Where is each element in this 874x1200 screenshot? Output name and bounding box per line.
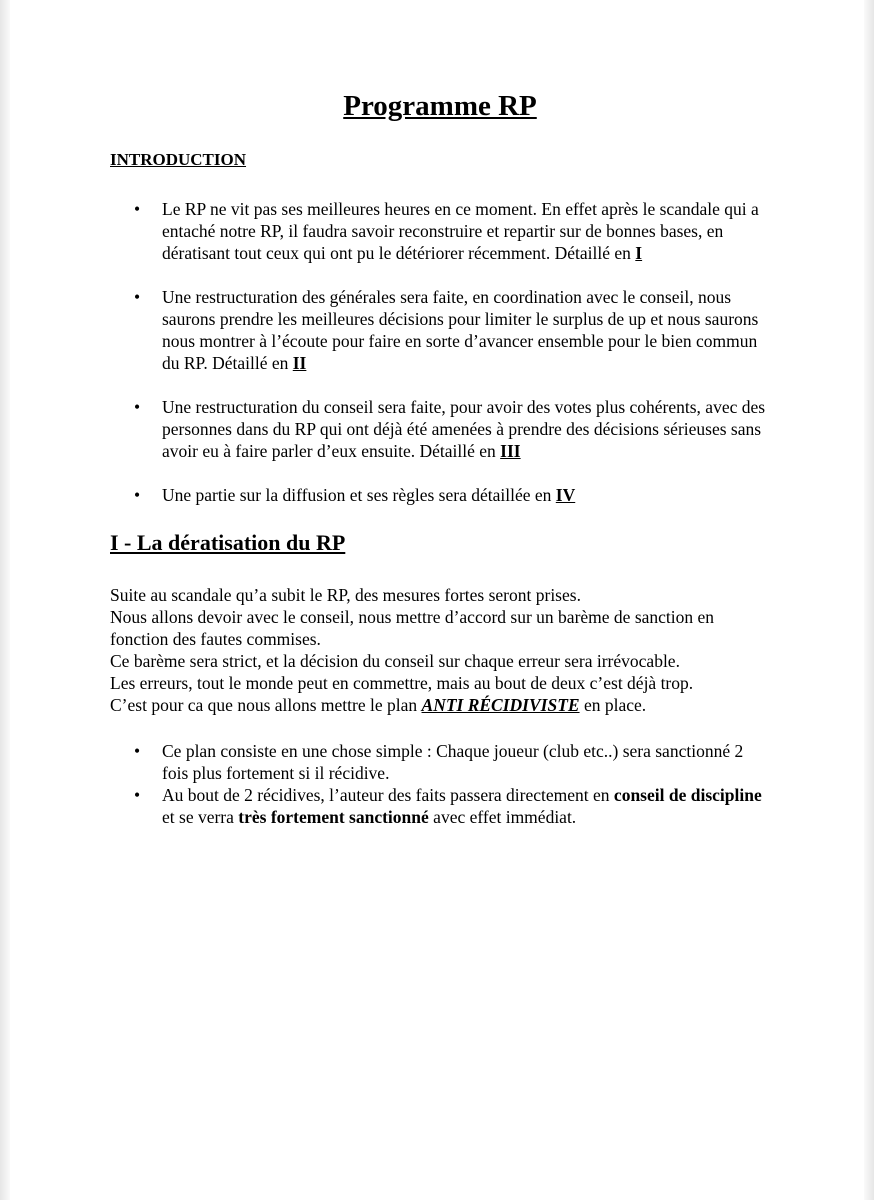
section-1-paragraph: Les erreurs, tout le monde peut en commettre, mais au bout de deux c’est déjà trop. <box>110 673 694 693</box>
introduction-item <box>110 484 770 506</box>
plan-list-item-text: et se verra <box>162 807 239 827</box>
bullet-icon: • <box>134 199 141 219</box>
introduction-item <box>110 198 770 264</box>
introduction-item-text: Une restructuration des générales sera faite, en coordination avec le conseil, nous saurons prendre les meilleures décisions pour limiter le surplus de up et nous saurons nous montrer à l’écoute pour faire en sorte d’avancer ensemble pour le bien commun du RP. Détaillé en <box>162 287 759 373</box>
bullet-icon: • <box>134 485 141 505</box>
section-1-heading: I - La dératisation du RP <box>110 530 346 555</box>
introduction-list <box>110 198 770 506</box>
introduction-item <box>110 396 770 462</box>
introduction-item <box>110 286 770 374</box>
section-reference: III <box>500 441 521 461</box>
plan-list-item-text: Ce plan consiste en une chose simple : Chaque joueur (club etc..) sera sanctionné 2 fois plus fortement si il récidive. <box>162 741 744 783</box>
bold-text: très fortement sanctionné <box>238 807 429 827</box>
plan-name: ANTI RÉCIDIVISTE <box>421 695 580 715</box>
plan-list-item <box>110 740 770 784</box>
bullet-icon: • <box>134 397 141 417</box>
plan-list-item <box>110 784 770 828</box>
section-1-body <box>110 584 770 716</box>
plan-list <box>110 740 770 828</box>
section-1-paragraph: Suite au scandale qu’a subit le RP, des mesures fortes seront prises. <box>110 585 581 605</box>
introduction-item-text: Une partie sur la diffusion et ses règles sera détaillée en <box>162 485 556 505</box>
section-1-paragraph: Nous allons devoir avec le conseil, nous mettre d’accord sur un barème de sanction en fonction des fautes commises. <box>110 607 715 649</box>
plan-list-item-text: Au bout de 2 récidives, l’auteur des faits passera directement en <box>162 785 614 805</box>
introduction-item-text: Le RP ne vit pas ses meilleures heures en ce moment. En effet après le scandale qui a entaché notre RP, il faudra savoir reconstruire et repartir sur de bonnes bases, en dératisant tout ceux qui ont pu le détériorer récemment. Détaillé en <box>162 199 759 263</box>
plan-sentence-end: en place. <box>579 695 647 715</box>
section-reference: I <box>635 243 643 263</box>
bullet-icon: • <box>134 741 141 761</box>
plan-sentence-start: C’est pour ca que nous allons mettre le plan <box>110 695 422 715</box>
introduction-item-text: Une restructuration du conseil sera faite, pour avoir des votes plus cohérents, avec des personnes dans du RP qui ont déjà été amenées à prendre des décisions sérieuses sans avoir eu à faire parler d’eux ensuite. Détaillé en <box>162 397 766 461</box>
bullet-icon: • <box>134 785 141 805</box>
section-reference: II <box>292 353 307 373</box>
plan-sentence <box>110 694 770 716</box>
document-title: Programme RP <box>343 90 537 122</box>
bullet-icon: • <box>134 287 141 307</box>
introduction-heading: INTRODUCTION <box>110 150 247 169</box>
section-reference: IV <box>555 485 576 505</box>
page-shadow-right <box>864 0 874 1200</box>
page-shadow-left <box>0 0 10 1200</box>
section-1-paragraph: Ce barème sera strict, et la décision du conseil sur chaque erreur sera irrévocable. <box>110 651 680 671</box>
bold-text: conseil de discipline <box>613 785 762 805</box>
plan-list-item-text: avec effet immédiat. <box>428 807 577 827</box>
document-page <box>110 86 770 828</box>
